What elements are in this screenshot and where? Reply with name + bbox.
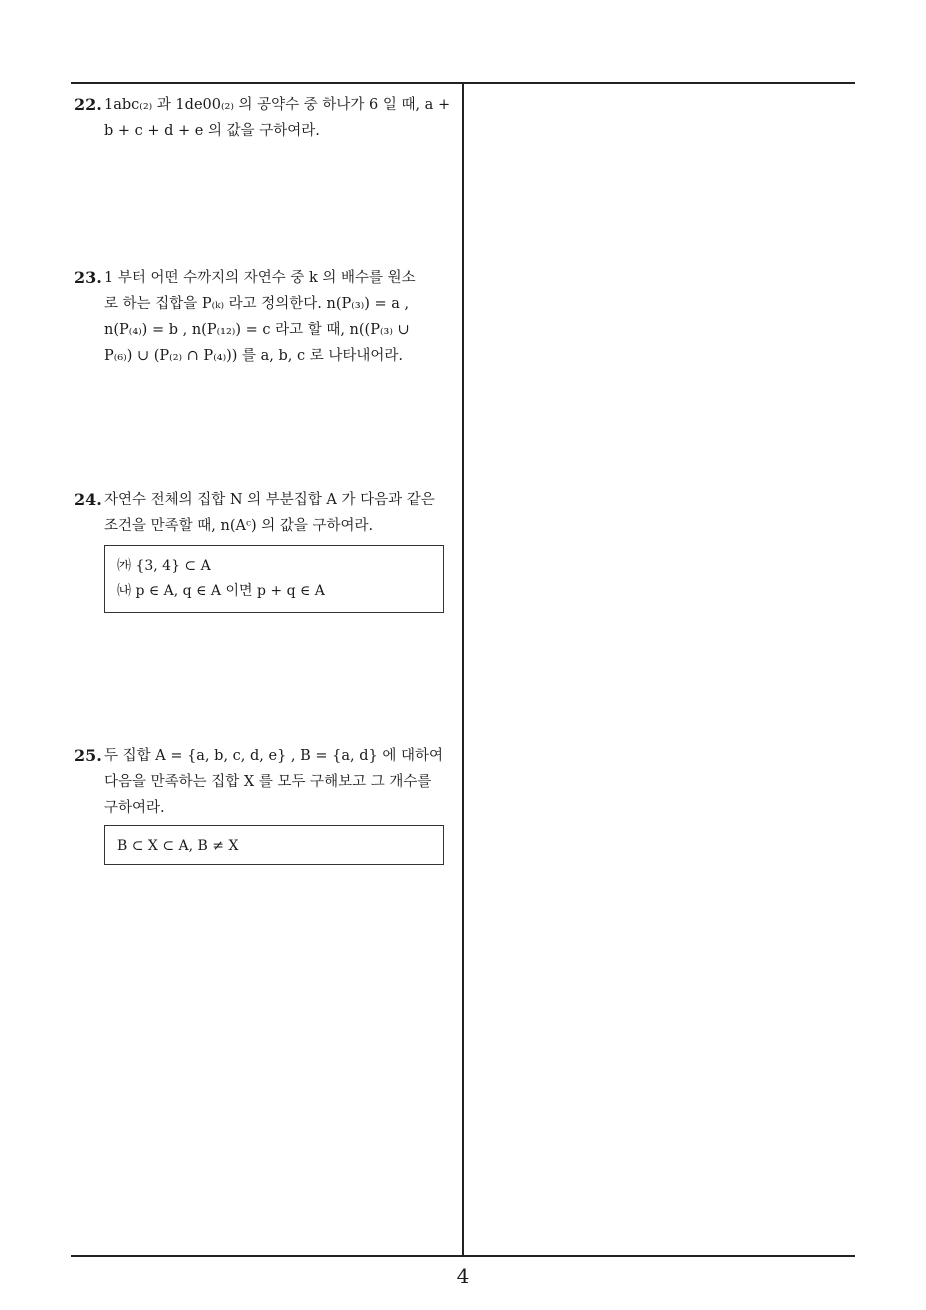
problem-line: 다음을 만족하는 집합 X 를 모두 구해보고 그 개수를 (104, 774, 432, 790)
problem-text (104, 743, 457, 821)
problem-line: b + c + d + e 의 값을 구하여라. (104, 123, 320, 139)
problem-line: 1abc₍₂₎ 과 1de00₍₂₎ 의 공약수 중 하나가 6 일 때, a + (104, 97, 451, 113)
bottom-rule (71, 1255, 855, 1257)
problem-text (104, 487, 457, 539)
problem-line: 자연수 전체의 집합 N 의 부분집합 A 가 다음과 같은 (104, 492, 435, 508)
problem-number: 22. (74, 95, 102, 114)
problem-22 (74, 92, 457, 144)
problem-line: 1 부터 어떤 수까지의 자연수 중 k 의 배수를 원소 (104, 270, 416, 286)
problem-line: 로 하는 집합을 P₍ₖ₎ 라고 정의한다. n(P₍₃₎) = a , (104, 296, 410, 312)
problem-25 (74, 743, 457, 854)
problem-text (104, 92, 457, 144)
problem-number: 23. (74, 268, 102, 287)
condition-line: ㈏ p ∈ A, q ∈ A 이면 p + q ∈ A (117, 583, 325, 599)
problem-line: 구하여라. (104, 800, 165, 816)
problem-line: P₍₆₎) ∪ (P₍₂₎ ∩ P₍₄₎)) 를 a, b, c 로 나타내어라. (104, 348, 404, 364)
problem-line: 조건을 만족할 때, n(Aᶜ) 의 값을 구하여라. (104, 518, 374, 534)
problem-number: 24. (74, 490, 102, 509)
problem-line: n(P₍₄₎) = b , n(P₍₁₂₎) = c 라고 할 때, n((P₍₃₎ ∪ (104, 322, 410, 338)
problem-line: 두 집합 A = {a, b, c, d, e} , B = {a, d} 에 대하여 (104, 748, 444, 764)
problem-text (104, 265, 457, 369)
page-number: 4 (456, 1264, 470, 1288)
condition-box (104, 825, 444, 865)
problem-number: 25. (74, 746, 102, 765)
condition-line: ㈎ {3, 4} ⊂ A (117, 558, 211, 574)
condition-line: B ⊂ X ⊂ A, B ≠ X (117, 838, 239, 854)
problem-24 (74, 487, 457, 599)
condition-box (104, 545, 444, 613)
problem-23 (74, 265, 457, 369)
column-divider (462, 82, 464, 1257)
